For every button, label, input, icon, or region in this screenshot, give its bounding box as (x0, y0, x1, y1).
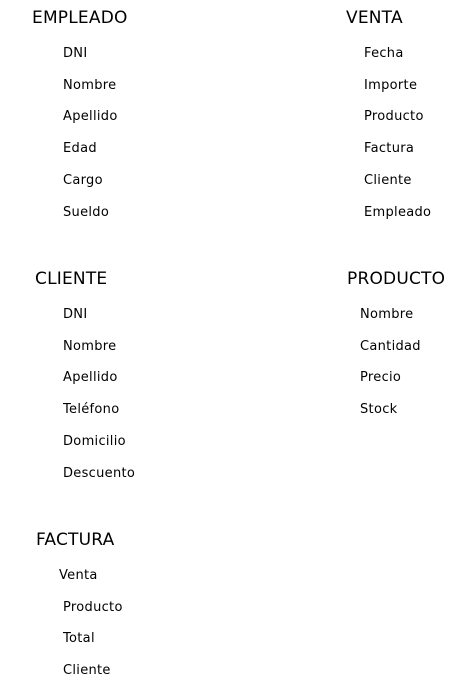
attribute-item: Fecha (364, 46, 404, 61)
attribute-item: Cantidad (360, 339, 421, 354)
attribute-item: Nombre (360, 307, 414, 322)
entity-title: PRODUCTO (347, 269, 446, 289)
attribute-item: Cliente (63, 663, 111, 678)
attribute-item: Domicilio (63, 434, 126, 449)
attribute-item: Importe (364, 78, 418, 93)
attribute-item: Empleado (364, 205, 432, 220)
attribute-item: DNI (63, 46, 88, 61)
attribute-item: Venta (59, 568, 98, 583)
attribute-item: Sueldo (63, 205, 110, 220)
entity-title: FACTURA (36, 530, 115, 550)
attribute-item: Descuento (63, 466, 136, 481)
attribute-item: DNI (63, 307, 88, 322)
attribute-item: Nombre (63, 339, 117, 354)
attribute-item: Total (63, 631, 95, 646)
attribute-item: Producto (364, 109, 424, 124)
attribute-item: Cargo (63, 173, 103, 188)
entity-title: CLIENTE (35, 269, 108, 289)
attribute-item: Cliente (364, 173, 412, 188)
entity-title: VENTA (346, 8, 403, 28)
attribute-item: Apellido (63, 370, 118, 385)
attribute-item: Teléfono (63, 402, 120, 417)
attribute-item: Edad (63, 141, 97, 156)
attribute-item: Factura (364, 141, 415, 156)
attribute-item: Stock (360, 402, 398, 417)
attribute-item: Producto (63, 600, 123, 615)
attribute-item: Nombre (63, 78, 117, 93)
attribute-item: Apellido (63, 109, 118, 124)
attribute-item: Precio (360, 370, 402, 385)
entity-title: EMPLEADO (32, 8, 128, 28)
